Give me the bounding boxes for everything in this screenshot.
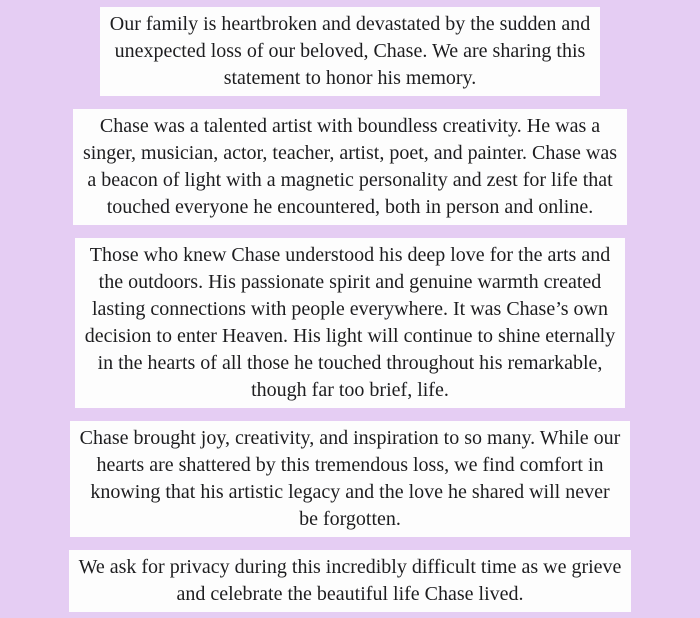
statement-line: and celebrate the beautiful life Chase lived. xyxy=(176,583,524,605)
statement-line: Our family is heartbroken and devastated by the sudden and xyxy=(109,13,591,35)
statement-card-4 xyxy=(70,421,631,537)
statement-line: Those who knew Chase understood his deep love for the arts and xyxy=(89,244,611,266)
statement-line: Chase brought joy, creativity, and inspiration to so many. While our xyxy=(79,427,621,449)
statement-line: in the hearts of all those he touched throughout his remarkable, xyxy=(97,352,603,374)
statement-line: singer, musician, actor, teacher, artist, poet, and painter. Chase was xyxy=(82,142,618,164)
statement-card-3 xyxy=(75,238,625,408)
statement-line: be forgotten. xyxy=(299,508,401,530)
statement-line: though far too brief, life. xyxy=(251,379,449,401)
statement-line: unexpected loss of our beloved, Chase. We are sharing this xyxy=(114,40,586,62)
statement-line: decision to enter Heaven. His light will continue to shine eternally xyxy=(84,325,616,347)
statement-card-2 xyxy=(73,109,627,225)
statement-line: the outdoors. His passionate spirit and genuine warmth created xyxy=(98,271,602,293)
statement-line: knowing that his artistic legacy and the love he shared will never xyxy=(90,481,610,503)
statement-line: a beacon of light with a magnetic personality and zest for life that xyxy=(87,169,613,191)
statement-card-1 xyxy=(100,7,600,96)
statement-line: touched everyone he encountered, both in person and online. xyxy=(106,196,594,218)
statement-line: statement to honor his memory. xyxy=(223,67,477,89)
statement-line: Chase was a talented artist with boundless creativity. He was a xyxy=(99,115,601,137)
statement-line: hearts are shattered by this tremendous loss, we find comfort in xyxy=(96,454,604,476)
statement-line: lasting connections with people everywhere. It was Chase’s own xyxy=(92,298,608,320)
statement-line: We ask for privacy during this incredibly difficult time as we grieve xyxy=(78,556,622,578)
statement-card-5 xyxy=(69,550,632,612)
